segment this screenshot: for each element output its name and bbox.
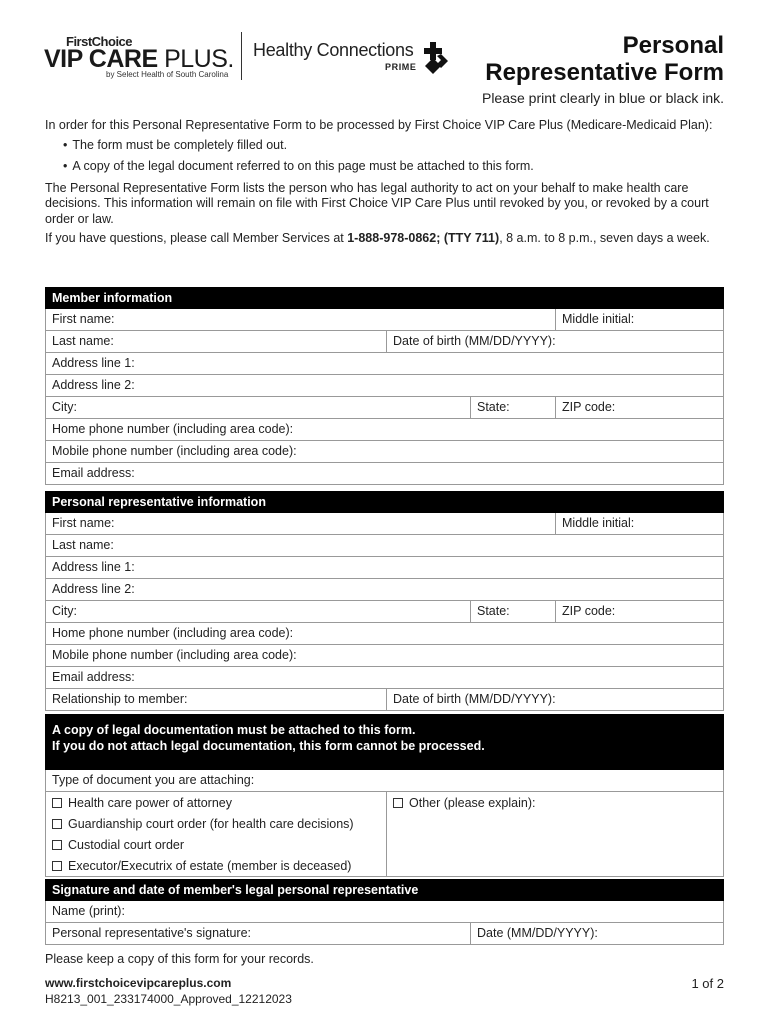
logo-big-text: VIP CARE PLUS.	[44, 45, 234, 73]
legal-documentation-heading: A copy of legal documentation must be attached to this form. If you do not attach legal documentation, this form cannot be processed.	[45, 714, 724, 770]
rep-name-print-field[interactable]: Name (print):	[52, 904, 125, 918]
rep-mobile-phone-field[interactable]: Mobile phone number (including area code):	[52, 648, 297, 662]
logo2-name: Healthy Connections	[253, 40, 414, 60]
representative-information-heading: Personal representative information	[45, 491, 724, 513]
member-city-field[interactable]: City:	[52, 400, 77, 414]
rep-last-name-field[interactable]: Last name:	[52, 538, 114, 552]
rep-middle-initial-field[interactable]: Middle initial:	[555, 513, 723, 534]
option-other[interactable]: Other (please explain):	[387, 792, 723, 813]
intro-bullets	[63, 138, 725, 175]
rep-first-name-field[interactable]: First name:	[52, 516, 115, 530]
checkbox-icon[interactable]	[52, 798, 62, 808]
checkbox-icon[interactable]	[52, 840, 62, 850]
option-custodial-order[interactable]: Custodial court order	[46, 834, 386, 855]
member-address-line-1-field[interactable]: Address line 1:	[52, 356, 135, 370]
member-home-phone-field[interactable]: Home phone number (including area code):	[52, 422, 294, 436]
member-information-section	[45, 287, 724, 485]
member-mobile-phone-field[interactable]: Mobile phone number (including area code):	[52, 444, 297, 458]
page-number: 1 of 2	[691, 976, 724, 991]
document-type-label: Type of document you are attaching:	[52, 773, 255, 787]
member-information-heading: Member information	[45, 287, 724, 309]
logo2-prime: PRIME	[385, 62, 417, 72]
intro-text	[45, 118, 725, 251]
member-middle-initial-field[interactable]: Middle initial:	[555, 309, 723, 330]
rep-relationship-field[interactable]: Relationship to member:	[52, 692, 188, 706]
healthy-connections-logo	[253, 40, 453, 80]
approval-code: H8213_001_233174000_Approved_12212023	[45, 992, 292, 1006]
signature-heading: Signature and date of member's legal personal representative	[45, 879, 724, 901]
first-choice-logo	[44, 34, 234, 80]
intro-bullet: • A copy of the legal document referred to on this page must be attached to this form.	[63, 159, 725, 175]
rep-signature-field[interactable]: Personal representative's signature:	[52, 926, 252, 940]
website-link[interactable]: www.firstchoicevipcareplus.com	[45, 976, 232, 990]
signature-date-field[interactable]: Date (MM/DD/YYYY):	[470, 923, 723, 944]
member-last-name-field[interactable]: Last name:	[52, 334, 114, 348]
member-zip-field[interactable]: ZIP code:	[555, 397, 723, 418]
rep-email-field[interactable]: Email address:	[52, 670, 135, 684]
form-subtitle: Please print clearly in blue or black ink.	[481, 90, 724, 106]
signature-section	[45, 879, 724, 945]
option-executor-estate[interactable]: Executor/Executrix of estate (member is deceased)	[46, 855, 386, 876]
member-state-field[interactable]: State:	[470, 397, 555, 418]
legal-documentation-section	[45, 714, 724, 877]
intro-bullet: • The form must be completely filled out.	[63, 138, 725, 154]
intro-paragraph-2: The Personal Representative Form lists the person who has legal authority to act on your behalf to make health care decisions. This information will remain on file with First Choice VIP Care Plus until revoked by you, or revoked by a court order or law.	[45, 180, 709, 226]
rep-home-phone-field[interactable]: Home phone number (including area code):	[52, 626, 294, 640]
intro-paragraph-1: In order for this Personal Representative Form to be processed by First Choice VIP Care Plus (Medicare-Medicaid Plan):	[45, 118, 713, 132]
intro-paragraph-3: If you have questions, please call Member Services at 1-888-978-0862; (TTY 711), 8 a.m. to 8 p.m., seven days a week.	[45, 231, 710, 245]
page-header	[0, 0, 770, 106]
rep-address-line-2-field[interactable]: Address line 2:	[52, 582, 135, 596]
checkbox-icon[interactable]	[52, 861, 62, 871]
member-email-field[interactable]: Email address:	[52, 466, 135, 480]
form-title: Personal Representative Form	[485, 32, 724, 86]
healthy-connections-mark-icon	[421, 40, 449, 74]
logo-small-text: FirstChoice	[66, 34, 133, 49]
member-dob-field[interactable]: Date of birth (MM/DD/YYYY):	[386, 331, 723, 352]
rep-dob-field[interactable]: Date of birth (MM/DD/YYYY):	[386, 689, 723, 710]
rep-address-line-1-field[interactable]: Address line 1:	[52, 560, 135, 574]
rep-zip-field[interactable]: ZIP code:	[555, 601, 723, 622]
checkbox-icon[interactable]	[52, 819, 62, 829]
rep-city-field[interactable]: City:	[52, 604, 77, 618]
logo-divider	[241, 32, 242, 80]
document-type-options	[45, 792, 724, 877]
representative-information-section	[45, 491, 724, 711]
rep-state-field[interactable]: State:	[470, 601, 555, 622]
logo-by-text: by Select Health of South Carolina	[106, 70, 229, 79]
member-first-name-field[interactable]: First name:	[52, 312, 115, 326]
option-health-care-poa[interactable]: Health care power of attorney	[46, 792, 386, 813]
member-services-phone: 1-888-978-0862; (TTY 711)	[347, 231, 500, 245]
option-guardianship-order[interactable]: Guardianship court order (for health care decisions)	[46, 813, 386, 834]
checkbox-icon[interactable]	[393, 798, 403, 808]
records-note: Please keep a copy of this form for your records.	[45, 952, 314, 966]
member-address-line-2-field[interactable]: Address line 2:	[52, 378, 135, 392]
